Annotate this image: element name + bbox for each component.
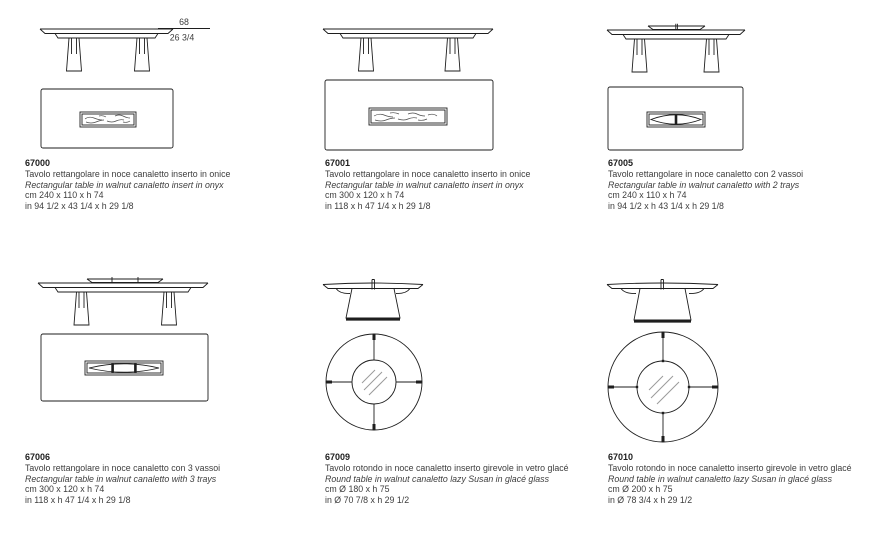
product-dimensions-cm: cm 240 x 110 x h 74: [25, 190, 104, 201]
onyx-insert: [369, 108, 447, 125]
table-drawing-rectangular-onyx-300: [320, 12, 600, 154]
product-cell-67000: [25, 12, 310, 262]
product-code: 67009: [325, 452, 351, 462]
table-drawing-rectangular-3-trays: [25, 268, 305, 448]
product-description-it: Tavolo rettangolare in noce canaletto inserto in onice: [25, 169, 231, 179]
lazy-susan-pivot: [372, 280, 375, 290]
product-description-it: Tavolo rotondo in noce canaletto inserto girevole in vetro glacé: [325, 463, 569, 473]
onyx-insert: [80, 112, 136, 127]
product-dimensions-in: in 94 1/2 x h 43 1/4 x h 29 1/8: [608, 200, 724, 211]
product-cell-67001: [320, 12, 605, 262]
product-description-en: Rectangular table in walnut canaletto insert in onyx: [325, 179, 524, 190]
product-code: 67001: [325, 158, 351, 168]
product-dimensions-cm: cm 300 x 120 x h 74: [325, 190, 405, 201]
product-cell-67005: [605, 12, 883, 262]
product-cell-67006: [25, 268, 310, 523]
table-side-view: [38, 277, 208, 325]
product-dimensions-in: in 94 1/2 x 43 1/4 x h 29 1/8: [25, 200, 134, 211]
table-drawing-round-180: [320, 268, 600, 448]
glass-lazy-susan: [637, 361, 689, 413]
product-description-en: Round table in walnut canaletto lazy Susan in glacé glass: [325, 473, 549, 484]
product-dimensions-cm: cm Ø 180 x h 75: [325, 484, 390, 495]
table-side-view: [607, 280, 718, 322]
tray-side-view: [87, 277, 163, 283]
tray-top-view: [647, 112, 705, 127]
product-dimensions-cm: cm 300 x 120 x h 74: [25, 484, 105, 495]
product-description-it: Tavolo rotondo in noce canaletto inserto girevole in vetro glacé: [608, 463, 852, 473]
product-description-en: Rectangular table in walnut canaletto insert in onyx: [25, 179, 224, 190]
table-drawing-round-200: [605, 268, 883, 448]
table-drawing-rectangular-onyx-240: [25, 12, 305, 154]
product-dimensions-in: in Ø 78 3/4 x h 29 1/2: [608, 494, 693, 505]
annotation-in-value: 26 3/4: [169, 32, 195, 43]
table-top-view: [41, 334, 208, 401]
table-top-view: [41, 89, 173, 148]
table-side-view: [40, 29, 173, 71]
product-dimensions-in: in 118 x h 47 1/4 x h 29 1/8: [25, 494, 131, 505]
product-code: 67005: [608, 158, 634, 168]
table-drawing-rectangular-2-trays: [605, 12, 883, 154]
glass-hatch: [649, 376, 679, 404]
height-dimension-annotation: [158, 17, 210, 43]
glass-lazy-susan: [352, 360, 396, 404]
table-top-view: [608, 332, 718, 442]
product-dimensions-in: in Ø 70 7/8 x h 29 1/2: [325, 494, 410, 505]
product-description-it: Tavolo rettangolare in noce canaletto con 2 vassoi: [608, 169, 804, 179]
table-side-view: [323, 280, 423, 320]
product-description-it: Tavolo rettangolare in noce canaletto inserto in onice: [325, 169, 531, 179]
table-top-view: [326, 334, 422, 430]
table-top-view: [608, 87, 743, 150]
product-cell-67009: [320, 268, 605, 523]
tray-side-view: [648, 24, 705, 30]
product-cell-67010: [605, 268, 883, 523]
product-dimensions-cm: cm 240 x 110 x h 74: [608, 190, 687, 201]
product-code: 67010: [608, 452, 634, 462]
product-description-en: Round table in walnut canaletto lazy Susan in glacé glass: [608, 473, 832, 484]
tray-top-view: [85, 361, 163, 375]
table-top-view: [325, 80, 493, 150]
product-dimensions-cm: cm Ø 200 x h 75: [608, 484, 673, 495]
product-dimensions-in: in 118 x h 47 1/4 x h 29 1/8: [325, 200, 431, 211]
lazy-susan-pivot: [661, 280, 664, 290]
product-description-it: Tavolo rettangolare in noce canaletto con 3 vassoi: [25, 463, 221, 473]
table-side-view: [607, 24, 745, 72]
table-side-view: [323, 29, 493, 71]
annotation-cm-value: 68: [179, 17, 189, 27]
product-description-en: Rectangular table in walnut canaletto with 3 trays: [25, 473, 217, 484]
product-description-en: Rectangular table in walnut canaletto with 2 trays: [608, 179, 800, 190]
glass-hatch: [362, 370, 387, 395]
product-code: 67000: [25, 158, 51, 168]
product-code: 67006: [25, 452, 51, 462]
